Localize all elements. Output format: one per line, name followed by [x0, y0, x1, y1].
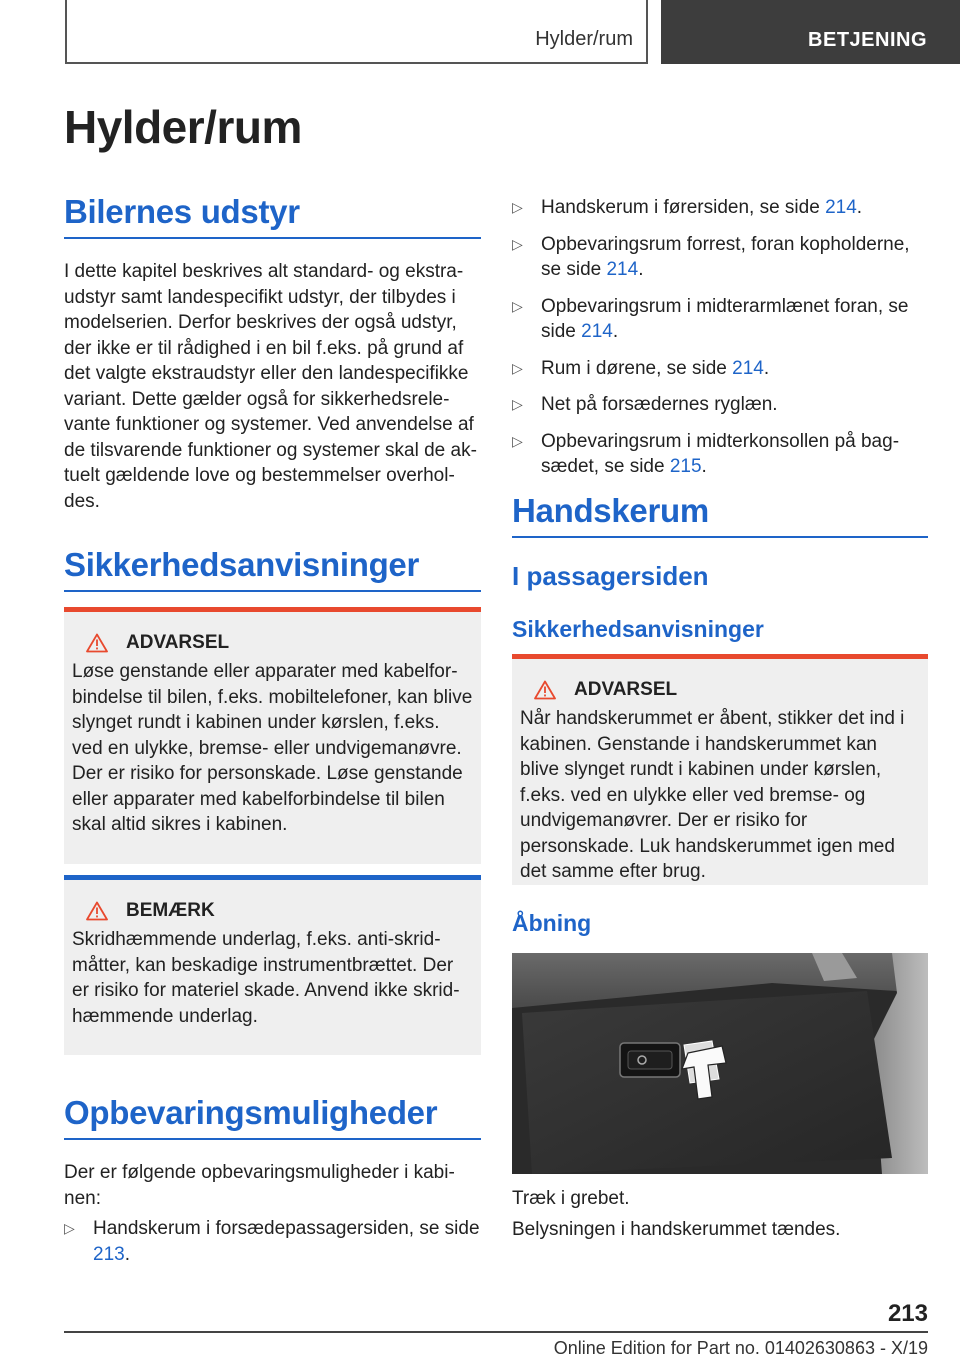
glovebox-illustration	[512, 953, 928, 1174]
page-title: Hylder/rum	[64, 101, 302, 153]
triangle-bullet-icon: ▷	[512, 297, 523, 314]
paragraph-opbevaring-intro: Der er følgende opbevaringsmuligheder i kabinen:	[64, 1162, 455, 1209]
heading-sikkerhedsanvisninger-right: Sikkerhedsanvisninger	[512, 616, 764, 642]
footer-divider	[64, 1331, 928, 1333]
header-chapter-tab: BETJENING	[661, 0, 960, 64]
list-item: ▷ Handskerum i forsædepassagersiden, se side 213.	[64, 1218, 480, 1265]
storage-list-left	[64, 1216, 484, 1278]
warning-triangle-icon	[86, 633, 108, 653]
triangle-bullet-icon: ▷	[512, 432, 523, 449]
warning-triangle-icon	[534, 680, 556, 700]
list-item: ▷ Net på forsædernes ryglæn.	[512, 392, 932, 418]
triangle-bullet-icon: ▷	[512, 235, 523, 252]
storage-list-right	[512, 195, 932, 491]
note-header	[72, 900, 473, 922]
list-item: ▷ Opbevaringsrum i midterarmlænet foran, se side 214.	[512, 295, 909, 342]
warning-header	[520, 679, 920, 701]
note-box	[64, 875, 481, 1055]
warning-text: Når handskerummet er åbent, stikker det ind i kabinen. Genstande i handskerummet kan blive slynget rundt i kabinen under kørslen, f.eks. ved en ulykke eller ved bremse- og undvigemanøvrer. Der er risiko for personskade. Luk handskerummet igen med det samme efter brug.	[520, 708, 905, 882]
page-link[interactable]: 214	[732, 357, 764, 379]
triangle-bullet-icon: ▷	[512, 359, 523, 376]
heading-i-passagersiden: I passagersiden	[512, 561, 709, 591]
note-label: BEMÆRK	[126, 900, 215, 921]
heading-handskerum: Handskerum	[512, 492, 928, 538]
page-link[interactable]: 213	[93, 1243, 125, 1265]
footer-edition: Online Edition for Part no. 01402630863 - X/19	[553, 1338, 928, 1358]
caption-traek: Træk i grebet.	[512, 1188, 630, 1209]
triangle-bullet-icon: ▷	[512, 396, 523, 412]
caption-belysning: Belysningen i handskerummet tændes.	[512, 1219, 841, 1240]
warning-box-right	[512, 654, 928, 885]
list-item-text: Handskerum i forsædepassagersiden, se side	[93, 1218, 480, 1239]
warning-box-left	[64, 607, 481, 864]
page-link[interactable]: 214	[825, 197, 857, 218]
warning-label: ADVARSEL	[574, 679, 678, 700]
page-number: 213	[887, 1300, 928, 1327]
warning-label: ADVARSEL	[126, 632, 230, 653]
list-item: ▷ Opbevaringsrum i midterkonsollen på bagsædet, se side 215.	[512, 430, 900, 477]
list-item: ▷ Opbevaringsrum forrest, foran kopholderne, se side 214.	[512, 233, 910, 280]
heading-opbevaringsmuligheder: Opbevaringsmuligheder	[64, 1094, 481, 1140]
heading-abning: Åbning	[512, 910, 592, 936]
heading-bilernes-udstyr: Bilernes udstyr	[64, 193, 481, 239]
header-section-title: Hylder/rum	[535, 28, 633, 50]
warning-header	[72, 632, 473, 654]
glovebox-photo	[512, 953, 928, 1174]
list-item: ▷ Handskerum i førersiden, se side 214.	[512, 195, 932, 221]
warning-text: Løse genstande eller apparater med kabelforbindelse til bilen, f.eks. mobiltelefoner, kan blive slynget rundt i kabinen under kørslen, f.eks. ved en ulykke, bremse- eller undvigemanøvre. Der er risiko for personskade. Løse genstande eller apparater med kabelforbindelse til bilen skal altid sikres i kabinen.	[72, 661, 473, 835]
note-text: Skridhæmmende underlag, f.eks. anti-skridmåtter, kan beskadige instrumentbrættet. Der er risiko for materiel skade. Anvend ikke skridhæmmende underlag.	[72, 929, 460, 1027]
warning-triangle-icon	[86, 901, 108, 921]
page-link[interactable]: 214	[581, 321, 613, 342]
triangle-bullet-icon: ▷	[512, 199, 523, 215]
heading-sikkerhedsanvisninger: Sikkerhedsanvisninger	[64, 546, 481, 592]
paragraph-udstyr: I dette kapitel beskrives alt standard- og ekstraudstyr samt landespecifikt udstyr, der tilbydes i modelserien. Derfor beskrives der også udstyr, der ikke er til rådighed i en bil f.eks. på grund af det valgte ekstraudstyr eller den landespecifikke variant. Dette gælder også for sikkerhedsrelevante funktioner og systemer. Ved anvendelse af de tilsvarende funktioner og systemer skal de aktuelt gældende love og bestemmelser overholdes.	[64, 261, 477, 512]
list-item: ▷ Rum i dørene, se side 214.	[512, 356, 932, 382]
page-link[interactable]: 214	[606, 259, 639, 280]
page-link[interactable]: 215	[669, 456, 702, 477]
triangle-bullet-icon: ▷	[64, 1220, 75, 1236]
